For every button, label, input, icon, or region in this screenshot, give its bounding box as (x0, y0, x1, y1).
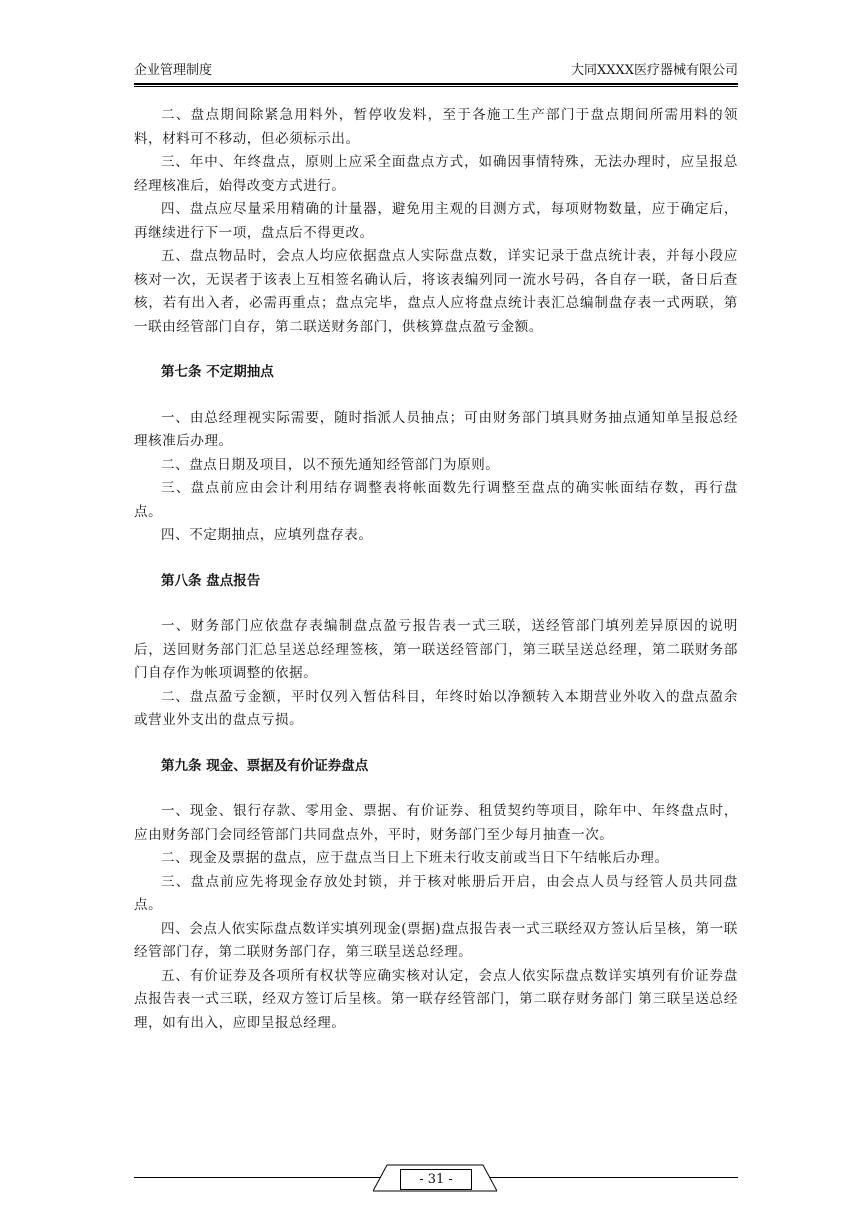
document-body (134, 104, 738, 1035)
page-number: - 31 - (400, 1169, 472, 1190)
paragraph: 一、财务部门应依盘存表编制盘点盈亏报告表一式三联，送经管部门填列差异原因的说明后，送回财务部门汇总呈送总经理签核，第一联送经管部门，第三联呈送总经理，第二联财务部门自存作为帐项调整的依据。 (134, 618, 738, 681)
section-heading-article-8: 第八条 盘点报告 (161, 572, 261, 589)
paragraph: 四、盘点应尽量采用精确的计量器，避免用主观的目测方式，每项财物数量，应于确定后，再继续进行下一项，盘点后不得更改。 (134, 201, 738, 241)
header-left-title: 企业管理制度 (134, 63, 213, 78)
paragraph: 一、由总经理视实际需要，随时指派人员抽点；可由财务部门填具财务抽点通知单呈报总经理核准后办理。 (134, 409, 738, 449)
paragraph: 二、盘点日期及项目，以不预先通知经管部门为原则。 (161, 456, 500, 473)
header-company-name: 大同XXXX医疗器械有限公司 (570, 63, 738, 78)
paragraph: 五、盘点物品时，会点人均应依据盘点人实际盘点数，详实记录于盘点统计表，并每小段应核对一次，无误者于该表上互相签名确认后，将该表编列同一流水号码，各自存一联，备日后查核，若有出入者，必需再重点；盘点完毕，盘点人应将盘点统计表汇总编制盘存表一式两联，第一联由经管部门自存，第二联送财务部门，供核算盘点盈亏金额。 (134, 248, 738, 335)
paragraph: 四、不定期抽点，应填列盘存表。 (161, 527, 373, 543)
page-number-tab (373, 1163, 497, 1193)
paragraph: 三、盘点前应由会计利用结存调整表将帐面数先行调整至盘点的确实帐面结存数，再行盘点。 (134, 480, 738, 520)
header-rule-thick (134, 83, 738, 85)
paragraph: 三、年中、年终盘点，原则上应采全面盘点方式，如确因事情特殊，无法办理时，应呈报总经理核准后，始得改变方式进行。 (134, 154, 738, 194)
page-header (134, 60, 738, 82)
paragraph: 五、有价证券及各项所有权状等应确实核对认定，会点人依实际盘点数详实填列有价证券盘点报告表一式三联，经双方签订后呈核。第一联存经管部门，第二联存财务部门 第三联呈送总经理，如有出入，应即呈报总经理。 (134, 967, 738, 1031)
paragraph: 四、会点人依实际盘点数详实填列现金(票据)盘点报告表一式三联经双方签认后呈核，第一联经管部门存，第二联财务部门存，第三联呈送总经理。 (134, 920, 738, 960)
paragraph: 二、盘点盈亏金额，平时仅列入暂估科目，年终时始以净额转入本期营业外收入的盘点盈余或营业外支出的盘点亏损。 (134, 688, 738, 728)
section-heading-article-9: 第九条 现金、票据及有价证券盘点 (161, 757, 369, 774)
paragraph: 三、盘点前应先将现金存放处封锁，并于核对帐册后开启，由会点人员与经管人员共同盘点。 (134, 873, 738, 913)
paragraph: 二、现金及票据的盘点，应于盘点当日上下班未行收支前或当日下午结帐后办理。 (161, 850, 669, 866)
paragraph: 一、现金、银行存款、零用金、票据、有价证券、租赁契约等项目，除年中、年终盘点时，应由财务部门会同经管部门共同盘点外，平时，财务部门至少每月抽查一次。 (134, 803, 738, 843)
header-rule-thin (134, 86, 738, 87)
section-heading-article-7: 第七条 不定期抽点 (161, 364, 274, 380)
paragraph: 二、盘点期间除紧急用料外，暂停收发料，至于各施工生产部门于盘点期间所需用料的领料，材料可不移动，但必须标示出。 (134, 107, 738, 147)
